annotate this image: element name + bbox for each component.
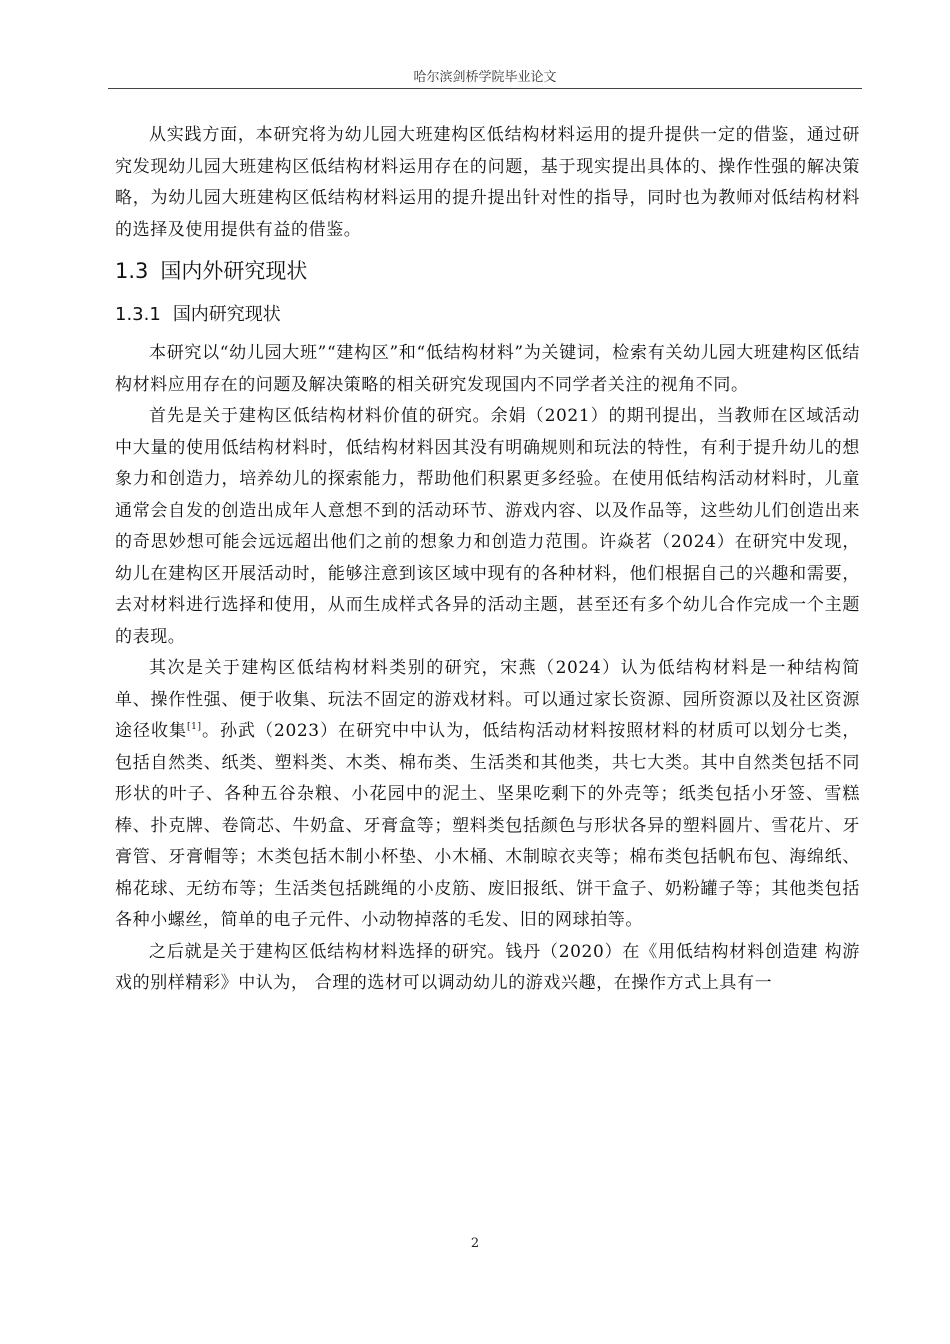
section-title: 国内外研究现状 (160, 259, 308, 283)
paragraph-text-before-citation: 其次是关于建构区低结构材料类别的研究，宋燕（2024）认为低结构材料是一种结构简单、操作性强、便于收集、玩法不固定的游戏材料。可以通过家长资源、园所资源以及社区资源途径收集 (115, 658, 860, 741)
paragraph-material-selection: 之后就是关于建构区低结构材料选择的研究。钱丹（2020）在《用低结构材料创造建 构游戏的别样精彩》中认为， 合理的选材可以调动幼儿的游戏兴趣，在操作方式上具有一 (115, 941, 860, 993)
section-number: 1.3 (115, 259, 149, 283)
paragraph-text-after-citation: 。孙武（2023）在研究中中认为，低结构活动材料按照材料的材质可以划分七类，包括自然类、纸类、塑料类、木类、棉布类、生活类和其他类，共七大类。其中自然类包括不同形状的叶子、各种五谷杂粮、小花园中的泥土、坚果吃剩下的外壳等；纸类包括小牙签、雪糕棒、扑克牌、卷筒芯、牛奶盒、牙膏盒等；塑料类包括颜色与形状各异的塑料圆片、雪花片、牙膏管、牙膏帽等；木类包括木制小杯垫、小木桶、木制晾衣夹等；棉布类包括帆布包、海绵纸、棉花球、无纺布等；生活类包括跳绳的小皮筋、废旧报纸、饼干盒子、奶粉罐子等；其他类包括各种小螺丝，简单的电子元件、小动物掉落的毛发、旧的网球拍等。 (115, 721, 861, 930)
header-rule (108, 88, 862, 89)
document-body (115, 120, 860, 1000)
page-header: 哈尔滨剑桥学院毕业论文 (413, 70, 557, 85)
paragraph-material-value: 首先是关于建构区低结构材料价值的研究。余娟（2021）的期刊提出，当教师在区域活动中大量的使用低结构材料时，低结构材料因其没有明确规则和玩法的特性，有利于提升幼儿的想象力和创造力，培养幼儿的探索能力，帮助他们积累更多经验。在使用低结构活动材料时，儿童通常会自发的创造出成年人意想不到的活动环节、游戏内容、以及作品等，这些幼儿们创造出来的奇思妙想可能会远远超出他们之前的想象力和创造力范围。许焱茗（2024）在研究中发现，幼儿在建构区开展活动时，能够注意到该区域中现有的各种材料，他们根据自己的兴趣和需要，去对材料进行选择和使用，从而生成样式各异的活动主题，甚至还有多个幼儿合作完成一个主题的表现。 (115, 406, 860, 647)
intro-paragraph: 从实践方面，本研究将为幼儿园大班建构区低结构材料运用的提升提供一定的借鉴，通过研究发现幼儿园大班建构区低结构材料运用存在的问题，基于现实提出具体的、操作性强的解决策略，为幼儿园大班建构区低结构材料运用的提升提出针对性的指导，同时也为教师对低结构材料的选择及使用提供有益的借鉴。 (115, 125, 860, 240)
section-heading (115, 256, 860, 286)
subsection-number: 1.3.1 (115, 304, 161, 325)
page-number: 2 (470, 1236, 480, 1251)
paragraph-material-categories (115, 653, 860, 937)
paragraph-keywords: 本研究以“幼儿园大班”“建构区”和“低结构材料”为关键词，检索有关幼儿园大班建构区低结构材料应用存在的问题及解决策略的相关研究发现国内不同学者关注的视角不同。 (115, 343, 860, 395)
subsection-title: 国内研究现状 (172, 304, 281, 325)
citation-marker[interactable]: [1] (187, 722, 202, 732)
subsection-heading (115, 300, 860, 330)
